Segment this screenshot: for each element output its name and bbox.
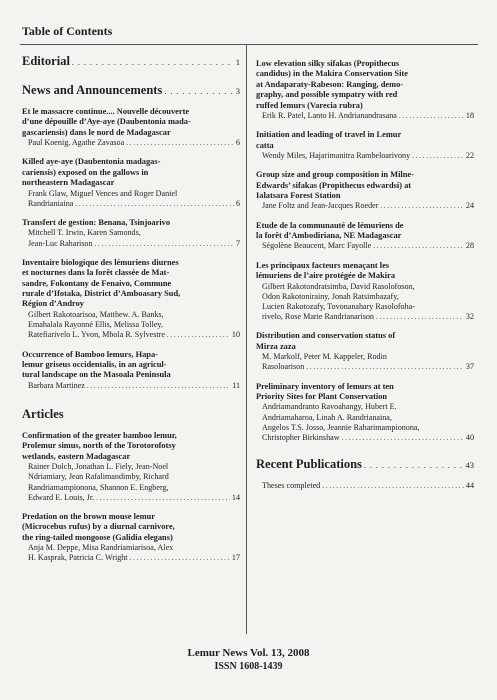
author-text: Gilbert Rakotondratsimba, David Rasolofoson,: [262, 281, 415, 291]
dot-leader: [412, 151, 464, 161]
journal-name: Lemur News Vol. 13, 2008: [187, 647, 310, 659]
page-number: 7: [235, 238, 240, 248]
dot-leader: [75, 199, 234, 209]
entry-authors-line: [256, 292, 474, 302]
entry-title-line: Distribution and conservation status of: [256, 331, 396, 341]
author-text: H. Kasprak, Patricia C. Wright: [28, 553, 128, 563]
dot-leader: [164, 87, 233, 96]
entry-authors-line: [22, 472, 240, 482]
toc-entry[interactable]: [256, 170, 474, 211]
toc-entry[interactable]: [22, 350, 240, 391]
entry-authors-line: [256, 312, 474, 322]
entry-title-line: catta: [256, 140, 274, 150]
entry-title-line: cariensis) exposed on the gallows in: [22, 167, 149, 177]
page-number: 32: [465, 312, 474, 322]
entry-title-line: Confirmation of the greater bamboo lemur,: [22, 430, 177, 440]
entry-title-line: Ialatsara Forest Station: [256, 191, 341, 201]
entry-authors-line: [22, 553, 240, 563]
section-title: Recent Publications: [256, 457, 362, 472]
author-text: Mitchell T. Irwin, Karen Samonds,: [28, 228, 141, 238]
entry-authors-line: [256, 201, 474, 211]
entry-authors-line: [256, 413, 474, 423]
page-number: 11: [232, 380, 240, 390]
entry-title-line: lémuriens de l’aire protégée de Makira: [256, 271, 396, 281]
dot-leader: [72, 58, 234, 67]
entry-authors-line: [256, 151, 474, 161]
page-number: 18: [465, 111, 474, 121]
entry-title-line: gascariensis) dans le nord de Madagascar: [22, 127, 171, 137]
author-text: Rasoloarison: [262, 362, 305, 372]
dot-leader: [130, 553, 230, 563]
entry-authors-line: [22, 320, 240, 330]
author-text: Erik R. Patel, Lanto H. Andrianandrasana: [262, 111, 397, 121]
toc-section-heading[interactable]: [22, 54, 240, 69]
dot-leader: [95, 239, 234, 249]
column-divider: [246, 44, 247, 634]
entry-title-line: at Andaparaty-Rabeson: Ranging, demo-: [256, 79, 404, 89]
entry-authors-line: [22, 330, 240, 340]
dot-leader: [342, 433, 464, 443]
entry-authors-line: [22, 543, 240, 553]
page-number: 14: [231, 492, 240, 502]
entry-authors-line: [22, 483, 240, 493]
page-number: 22: [465, 151, 474, 161]
dot-leader: [322, 481, 464, 491]
entry-authors-line: [22, 493, 240, 503]
entry-title-line: Group size and group composition in Milne-: [256, 170, 414, 180]
entry-authors-line: [22, 138, 240, 148]
entry-authors-line: [256, 362, 474, 372]
author-text: Ratefiarivelo L. Yvon, Mbola R. Sylvestre: [28, 330, 165, 340]
entry-authors-line: [256, 241, 474, 251]
author-text: Wendy Miles, Hajarimanitra Rambeloarivony: [262, 151, 411, 161]
author-text: Gilbert Rakotoarisoa, Matthew. A. Banks,: [28, 309, 164, 319]
entry-title-line: Etude de la communauté de lémuriens de: [256, 220, 404, 230]
left-column: [22, 50, 240, 564]
entry-authors-line: [22, 199, 240, 209]
entry-title-line: wetlands, eastern Madagascar: [22, 451, 131, 461]
author-text: M. Markolf, Peter M. Kappeler, Rodin: [262, 352, 387, 362]
toc-entry[interactable]: [22, 512, 240, 564]
author-text: Ndriamiary, Jean Rafalimandimby, Richard: [28, 472, 169, 482]
entry-title-line: d’une dépouille d’Aye-aye (Daubentonia mada-: [22, 117, 191, 127]
entry-title-line: la forêt d’Ambodiriana, NE Madagascar: [256, 231, 402, 241]
entry-title-line: Edwards’ sifakas (Propithecus edwardsi) at: [256, 180, 412, 190]
toc-entry[interactable]: [256, 261, 474, 323]
entry-title-line: graphy, and possible sympatry with red: [256, 90, 398, 100]
page-number: 1: [235, 57, 240, 67]
toc-entry[interactable]: [22, 107, 240, 148]
entry-title-line: et nocturnes dans la forêt classée de Mat-: [22, 268, 170, 278]
entry-title-line: ruffed lemurs (Varecia rubra): [256, 100, 363, 110]
author-text: Lucien Rakotozafy, Tovonanahary Rasolofoha-: [262, 301, 415, 311]
author-text: Paul Koenig, Agathe Zavasoa: [28, 138, 125, 148]
dot-leader: [96, 493, 230, 503]
author-text: rivelo, Rose Marie Randrianarison: [262, 312, 374, 322]
dot-leader: [87, 381, 230, 391]
entry-title-line: Priority Sites for Plant Conservation: [256, 391, 388, 401]
section-title: News and Announcements: [22, 83, 163, 97]
toc-section-heading: Articles: [22, 406, 64, 421]
entry-authors-line: [256, 402, 474, 412]
author-text: Randriamampionona, Shannon E. Engberg,: [28, 482, 169, 492]
entry-authors-line: [256, 302, 474, 312]
dot-leader: [399, 111, 464, 121]
author-text: Rainer Dolch, Jonathan L. Fiely, Jean-Noel: [28, 462, 169, 472]
author-text: Frank Glaw, Miguel Vences and Roger Daniel: [28, 188, 178, 198]
page-number: 43: [465, 460, 474, 471]
author-text: Ségolène Beaucent, Marc Fayolle: [262, 241, 372, 251]
entry-title-line: sandre, Fokontany de Fenaivo, Commune: [22, 278, 172, 288]
author-text: Emahalala Rayonné Ellis, Melissa Tolley,: [28, 320, 163, 330]
page-title: Table of Contents: [22, 24, 113, 38]
entry-authors-line: [256, 352, 474, 362]
dot-leader: [167, 330, 230, 340]
entry-authors-line: [256, 111, 474, 121]
entry-title-line: Occurrence of Bamboo lemurs, Hapa-: [22, 349, 158, 359]
right-column: [256, 50, 474, 491]
dot-leader: [126, 138, 234, 148]
page-number: 6: [235, 138, 240, 148]
page-number: 10: [231, 330, 240, 340]
entry-authors-line: [22, 189, 240, 199]
toc-entry[interactable]: [22, 431, 240, 503]
toc-entry[interactable]: [256, 221, 474, 252]
toc-entry[interactable]: [256, 331, 474, 372]
author-text: Christopher Birkinshaw: [262, 432, 340, 442]
toc-entry[interactable]: [256, 481, 474, 491]
section-title: Editorial: [22, 54, 70, 68]
toc-entry[interactable]: [22, 258, 240, 341]
entry-title-line: Killed aye-aye (Daubentonia madagas-: [22, 157, 161, 167]
entry-title-line: Mirza zaza: [256, 341, 296, 351]
author-text: Anja M. Deppe, Misa Randriamiarisoa, Alex: [28, 543, 174, 553]
author-text: Jane Foltz and Jean-Jacques Roeder: [262, 201, 379, 211]
entry-authors-line: [256, 423, 474, 433]
page-number: 37: [465, 362, 474, 372]
author-text: Jean-Luc Raharison: [28, 238, 93, 248]
page-number: 17: [231, 553, 240, 563]
entry-authors-line: [256, 481, 474, 491]
dot-leader: [373, 241, 464, 251]
page-number: 3: [235, 86, 240, 96]
author-text: Andriamandranto Ravoahangy, Hubert E.: [262, 402, 397, 412]
dot-leader: [380, 201, 463, 211]
page-number: 6: [235, 198, 240, 208]
entry-authors-line: [22, 228, 240, 238]
author-text: Odon Rakotonirainy, Jonah Ratsimbazafy,: [262, 291, 399, 301]
entry-title-line: Transfert de gestion: Benana, Tsinjoarivo: [22, 218, 171, 228]
page-number: 44: [465, 481, 474, 491]
entry-title-line: Les principaux facteurs menaçant les: [256, 260, 390, 270]
entry-title-line: the ring-tailed mongoose (Galidia elegans): [22, 532, 173, 542]
entry-authors-line: [256, 433, 474, 443]
issn: ISSN 1608-1439: [214, 661, 283, 672]
entry-title-line: Région d’Androy: [22, 299, 84, 309]
author-text: Angelos T.S. Josso, Jeannie Raharimampionona,: [262, 422, 420, 432]
entry-title-line: tural landscape on the Masoala Peninsula: [22, 370, 171, 380]
entry-title-line: candidus) in the Makira Conservation Site: [256, 69, 408, 79]
page-number: 40: [465, 432, 474, 442]
toc-section-heading[interactable]: [22, 83, 240, 98]
entry-title-line: rurale d’Ifotaka, District d’Amboasary Sud,: [22, 289, 181, 299]
author-text: Randrianiaina: [28, 198, 74, 208]
toc-entry[interactable]: [256, 130, 474, 161]
dot-leader: [364, 461, 464, 470]
author-text: Theses completed: [262, 481, 321, 491]
entry-title-line: Inventaire biologique des lémuriens diurnes: [22, 257, 179, 267]
horizontal-rule: [20, 44, 478, 45]
entry-title-line: northeastern Madagascar: [22, 178, 115, 188]
entry-title-line: Initiation and leading of travel in Lemur: [256, 130, 402, 140]
author-text: Barbara Martinez: [28, 380, 85, 390]
entry-title-line: Prolemur simus, north of the Torotorofotsy: [22, 441, 176, 451]
entry-title-line: (Microcebus rufus) by a diurnal carnivore,: [22, 522, 175, 532]
page-number: 28: [465, 241, 474, 251]
page-number: 24: [465, 201, 474, 211]
dot-leader: [306, 362, 464, 372]
entry-title-line: lemur griseus occidentalis, in an agricul-: [22, 359, 167, 369]
entry-title-line: Et le massacre continue.... Nouvelle découverte: [22, 107, 190, 116]
toc-entry[interactable]: [22, 157, 240, 209]
dot-leader: [376, 312, 464, 322]
entry-title-line: Preliminary inventory of lemurs at ten: [256, 381, 394, 391]
toc-entry[interactable]: [22, 218, 240, 249]
entry-authors-line: [22, 239, 240, 249]
author-text: Edward E. Louis, Jr.: [28, 492, 95, 502]
toc-entry[interactable]: [256, 382, 474, 444]
toc-section-heading[interactable]: [256, 457, 474, 472]
toc-entry[interactable]: [256, 59, 474, 121]
entry-authors-line: [22, 462, 240, 472]
author-text: Andriamaharoa, Linah A. Randrianaina,: [262, 412, 392, 422]
entry-title-line: Low elevation silky sifakas (Propithecus: [256, 59, 400, 68]
entry-authors-line: [22, 381, 240, 391]
entry-title-line: Predation on the brown mouse lemur: [22, 511, 155, 521]
entry-authors-line: [256, 282, 474, 292]
entry-authors-line: [22, 310, 240, 320]
